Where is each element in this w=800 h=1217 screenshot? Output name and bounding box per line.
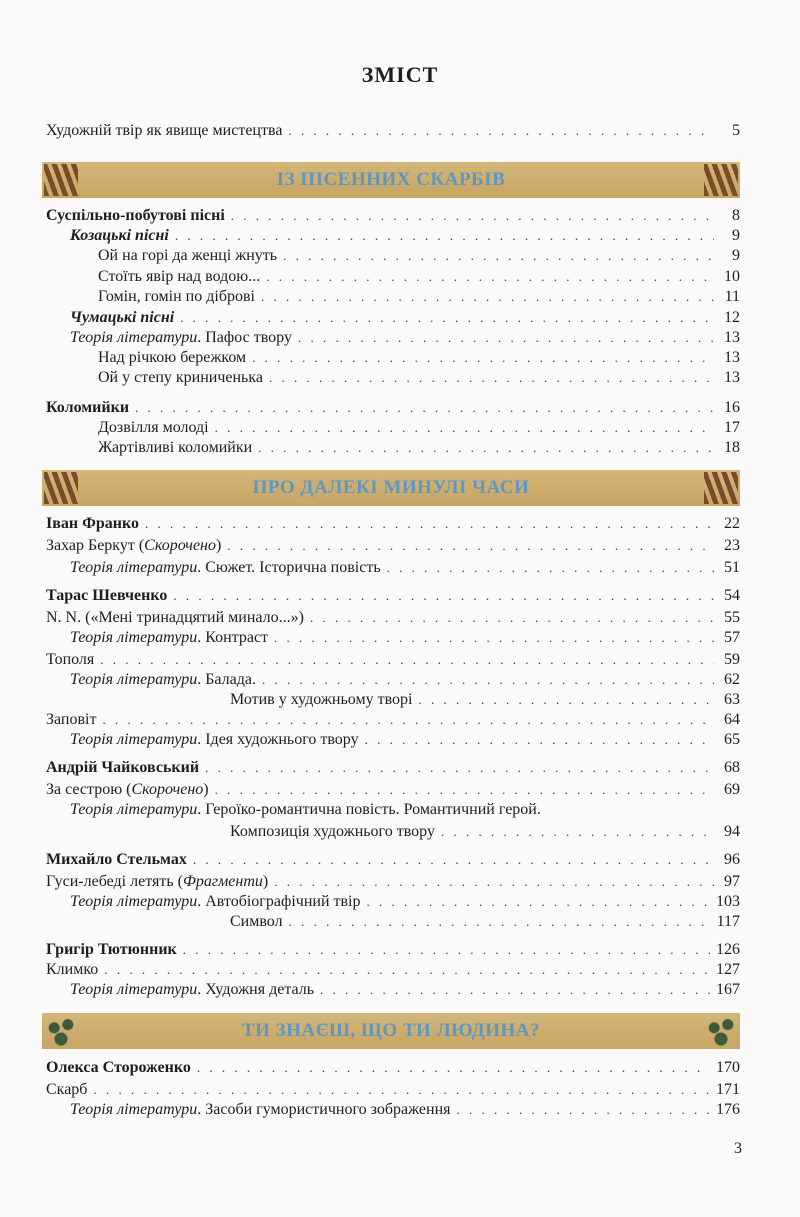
entry-title — [46, 651, 94, 669]
dot-leader — [266, 269, 714, 285]
entry-text: Теорія літератури — [70, 629, 198, 646]
entry-page: 51 — [724, 559, 740, 576]
section-title: ПРО ДАЛЕКІ МИНУЛІ ЧАСИ — [252, 477, 530, 498]
entry-title — [46, 537, 221, 555]
toc-entry[interactable] — [230, 823, 740, 843]
entry-text: Теорія літератури — [70, 329, 198, 346]
entry-page: 8 — [732, 207, 740, 224]
entry-title — [230, 691, 412, 709]
dot-leader — [289, 914, 711, 930]
entry-title — [46, 399, 129, 417]
toc-entry[interactable] — [46, 873, 740, 893]
entry-text: . Засоби гумористичного зображення — [197, 1101, 451, 1118]
dot-leader — [175, 228, 714, 244]
entry-text: Олекса Стороженко — [46, 1059, 191, 1076]
dot-leader — [367, 894, 711, 910]
entry-page: 103 — [716, 893, 740, 910]
dot-leader — [231, 208, 714, 224]
entry-page: 65 — [724, 731, 740, 748]
entry-text: Символ — [230, 913, 283, 930]
entry-page: 54 — [724, 587, 740, 604]
page-title: ЗМІСТ — [361, 62, 439, 87]
entry-text: Композиція художнього твору — [230, 823, 435, 840]
entry-page: 94 — [724, 823, 740, 840]
dot-leader — [387, 560, 714, 576]
entry-text: Михайло Стельмах — [46, 851, 187, 868]
entry-page: 167 — [716, 981, 740, 998]
entry-title — [46, 873, 268, 891]
dot-leader — [227, 538, 714, 554]
entry-page: 18 — [724, 439, 740, 456]
toc-entry[interactable] — [46, 1059, 740, 1079]
toc-entry[interactable] — [230, 691, 740, 711]
entry-title — [70, 227, 169, 245]
dot-leader — [320, 982, 710, 998]
dot-leader — [193, 852, 714, 868]
ornament-icon — [704, 472, 738, 504]
dot-leader — [93, 1082, 710, 1098]
ornament-icon — [704, 1015, 738, 1047]
toc-entry[interactable] — [98, 247, 740, 267]
dot-leader — [365, 732, 714, 748]
dot-leader — [310, 610, 714, 626]
dot-leader — [102, 712, 714, 728]
dot-leader — [173, 588, 714, 604]
toc-entry[interactable] — [70, 309, 740, 329]
entry-page: 57 — [724, 629, 740, 646]
entry-text: Над річкою бережком — [98, 349, 247, 366]
entry-title — [46, 759, 199, 777]
entry-text: Теорія літератури — [70, 801, 198, 818]
entry-title — [98, 439, 252, 457]
toc-entry[interactable] — [46, 781, 740, 801]
toc-entry[interactable] — [98, 439, 740, 459]
entry-text: Скарб — [46, 1081, 88, 1098]
entry-title — [98, 349, 246, 367]
toc-entry[interactable] — [70, 671, 740, 691]
toc-entry[interactable] — [70, 981, 740, 1001]
entry-page: 96 — [724, 851, 740, 868]
dot-leader — [252, 350, 714, 366]
entry-text: Гомін, гомін по діброві — [98, 288, 255, 305]
dot-leader — [197, 1060, 710, 1076]
entry-page: 9 — [732, 227, 740, 244]
entry-title — [46, 1081, 87, 1099]
entry-title — [98, 288, 255, 306]
toc-entry[interactable] — [70, 227, 740, 247]
entry-text: Іван Франко — [46, 515, 139, 532]
entry-page: 5 — [732, 122, 740, 139]
section-title: ІЗ ПІСЕННИХ СКАРБІВ — [276, 169, 506, 190]
entry-page: 97 — [724, 873, 740, 890]
entry-title — [98, 247, 277, 265]
entry-page: 55 — [724, 609, 740, 626]
toc-entry[interactable] — [70, 801, 740, 821]
dot-leader — [215, 782, 714, 798]
entry-text: Андрій Чайковський — [46, 759, 200, 776]
entry-text: Чумацькі пісні — [70, 309, 175, 326]
entry-text: . Художня деталь — [197, 981, 315, 998]
section-banner — [42, 470, 740, 506]
entry-title — [46, 961, 98, 979]
entry-title — [70, 559, 381, 577]
entry-page: 22 — [724, 515, 740, 532]
toc-entry[interactable] — [46, 759, 740, 779]
section-banner — [42, 162, 740, 198]
entry-text: Скорочено — [131, 781, 204, 798]
toc-entry[interactable] — [46, 537, 740, 557]
entry-page: 23 — [724, 537, 740, 554]
entry-text: За сестрою ( — [46, 781, 132, 798]
toc-entry[interactable] — [70, 731, 740, 751]
entry-page: 11 — [724, 288, 740, 305]
entry-title — [70, 801, 541, 819]
toc-entry[interactable] — [98, 349, 740, 369]
entry-title — [98, 268, 260, 286]
toc-entry[interactable] — [98, 369, 740, 389]
entry-title — [70, 671, 256, 689]
entry-text: Теорія літератури — [70, 1101, 198, 1118]
toc-entry[interactable] — [46, 609, 740, 629]
entry-text: Суспільно-побутові пісні — [46, 207, 225, 224]
entry-text: Тарас Шевченко — [46, 587, 168, 604]
entry-text: Скорочено — [144, 537, 216, 554]
dot-leader — [183, 942, 710, 958]
dot-leader — [215, 420, 714, 436]
toc-entry[interactable] — [46, 207, 740, 227]
entry-text: . Автобіографічний твір — [197, 893, 361, 910]
entry-page: 126 — [716, 941, 740, 958]
entry-page: 63 — [724, 691, 740, 708]
entry-title — [70, 329, 292, 347]
toc-entry[interactable] — [46, 399, 740, 419]
entry-page: 16 — [724, 399, 740, 416]
dot-leader — [135, 400, 714, 416]
entry-text: Ой на горі да женці жнуть — [98, 247, 278, 264]
entry-title — [46, 609, 304, 627]
entry-page: 12 — [724, 309, 740, 326]
entry-page: 68 — [724, 759, 740, 776]
dot-leader — [262, 672, 714, 688]
entry-text: Гуси-лебеді летять ( — [46, 873, 183, 890]
entry-text: Теорія літератури — [70, 893, 198, 910]
entry-text: Мотив у художньому творі — [230, 691, 413, 708]
entry-title — [46, 515, 139, 533]
toc-entry[interactable] — [70, 559, 740, 579]
toc-entry[interactable] — [98, 419, 740, 439]
entry-text: Коломийки — [46, 399, 130, 416]
toc-entry[interactable] — [46, 941, 740, 961]
dot-leader — [441, 824, 714, 840]
entry-page: 127 — [716, 961, 740, 978]
entry-text: ) — [262, 873, 269, 890]
toc-entry[interactable] — [70, 1101, 740, 1121]
entry-text: Захар Беркут ( — [46, 537, 145, 554]
entry-page: 13 — [724, 329, 740, 346]
entry-title — [70, 893, 361, 911]
entry-title — [46, 711, 96, 729]
entry-title — [46, 781, 209, 799]
dot-leader — [205, 760, 714, 776]
entry-text: Теорія літератури — [70, 981, 198, 998]
dot-leader — [180, 310, 714, 326]
entry-page: 69 — [724, 781, 740, 798]
entry-text: Художній твір як явище мистецтва — [46, 122, 283, 139]
entry-text: . Ідея художнього твору — [197, 731, 359, 748]
entry-title — [230, 823, 435, 841]
entry-title — [70, 731, 359, 749]
entry-title — [46, 941, 177, 959]
toc-entry[interactable] — [46, 587, 740, 607]
entry-text: Козацькі пісні — [70, 227, 169, 244]
dot-leader — [145, 516, 714, 532]
entry-text: Григір Тютюнник — [46, 941, 177, 958]
section-title: ТИ ЗНАЄШ, ЩО ТИ ЛЮДИНА? — [241, 1020, 541, 1041]
dot-leader — [269, 370, 714, 386]
entry-title — [46, 851, 187, 869]
entry-text: N. N. («Мені тринадцятий минало...») — [46, 609, 304, 626]
entry-text: Заповіт — [46, 711, 97, 728]
toc-entry[interactable] — [70, 893, 740, 913]
dot-leader — [261, 289, 714, 305]
toc-entry[interactable] — [230, 913, 740, 933]
entry-page: 13 — [724, 369, 740, 386]
dot-leader — [274, 874, 714, 890]
dot-leader — [288, 123, 714, 139]
entry-title — [46, 122, 282, 140]
toc-entry[interactable] — [46, 651, 740, 671]
toc-entry[interactable] — [98, 288, 740, 308]
entry-title — [98, 419, 209, 437]
dot-leader — [104, 962, 710, 978]
entry-text: . Балада. — [197, 671, 256, 688]
entry-page: 10 — [724, 268, 740, 285]
dot-leader — [418, 692, 714, 708]
entry-text: Дозвілля молоді — [98, 419, 209, 436]
entry-page: 170 — [716, 1059, 740, 1076]
entry-page: 13 — [724, 349, 740, 366]
entry-page: 171 — [716, 1081, 740, 1098]
entry-text: Фрагменти — [182, 873, 263, 890]
ornament-icon — [704, 164, 738, 196]
toc-entry[interactable] — [46, 122, 740, 142]
entry-title — [70, 629, 268, 647]
entry-page: 176 — [716, 1101, 740, 1118]
entry-text: Климко — [46, 961, 99, 978]
toc-entry[interactable] — [46, 961, 740, 981]
entry-title — [70, 1101, 451, 1119]
entry-page: 9 — [732, 247, 740, 264]
ornament-icon — [44, 1015, 78, 1047]
entry-text: ) — [215, 537, 222, 554]
entry-text: Жартівливі коломийки — [98, 439, 253, 456]
entry-text: ) — [203, 781, 209, 798]
page-number: 3 — [734, 1140, 742, 1157]
entry-title — [70, 981, 314, 999]
toc-entry[interactable] — [70, 629, 740, 649]
entry-text: . Пафос твору — [197, 329, 292, 346]
toc-entry[interactable] — [46, 711, 740, 731]
entry-text: Тополя — [46, 651, 95, 668]
entry-page: 117 — [716, 913, 740, 930]
toc-entry[interactable] — [46, 851, 740, 871]
dot-leader — [274, 630, 714, 646]
entry-page: 17 — [724, 419, 740, 436]
entry-title — [98, 369, 263, 387]
entry-text: . Героїко-романтична повість. Романтичний герой. — [197, 801, 541, 818]
dot-leader — [100, 652, 714, 668]
entry-text: . Контраст — [197, 629, 269, 646]
entry-text: Теорія літератури — [70, 731, 198, 748]
toc-entry[interactable] — [46, 515, 740, 535]
section-banner — [42, 1013, 740, 1049]
entry-title — [230, 913, 283, 931]
entry-page: 62 — [724, 671, 740, 688]
dot-leader — [258, 440, 714, 456]
ornament-icon — [44, 472, 78, 504]
entry-text: Теорія літератури — [70, 559, 198, 576]
entry-text: Теорія літератури — [70, 671, 198, 688]
entry-page: 59 — [724, 651, 740, 668]
entry-text: Стоїть явір над водою... — [98, 268, 261, 285]
dot-leader — [283, 248, 714, 264]
entry-title — [70, 309, 174, 327]
entry-title — [46, 587, 167, 605]
toc-entry[interactable] — [98, 268, 740, 288]
entry-page: 64 — [724, 711, 740, 728]
entry-text: . Сюжет. Історична повість — [197, 559, 381, 576]
toc-entry[interactable] — [70, 329, 740, 349]
entry-title — [46, 1059, 191, 1077]
entry-title — [46, 207, 225, 225]
ornament-icon — [44, 164, 78, 196]
entry-text: Ой у степу криниченька — [98, 369, 263, 386]
toc-entry[interactable] — [46, 1081, 740, 1101]
dot-leader — [298, 330, 714, 346]
dot-leader — [457, 1102, 710, 1118]
